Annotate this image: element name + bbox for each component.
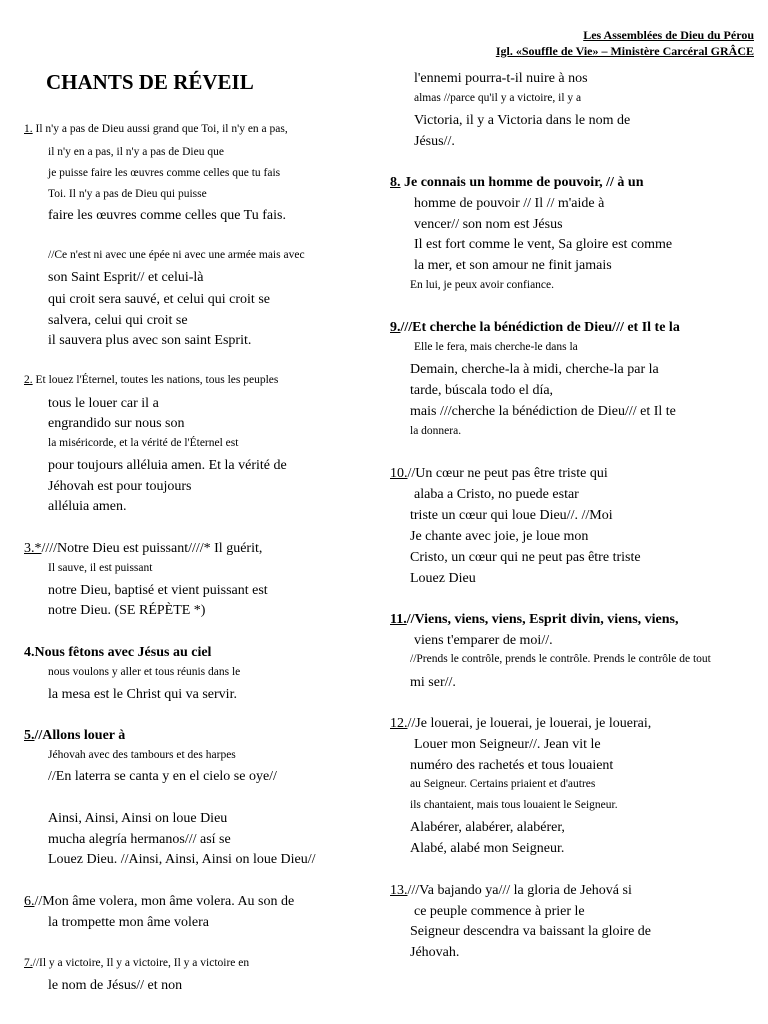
song-number: 7. <box>24 957 33 969</box>
lyric-line: alléluia amen. <box>48 499 127 514</box>
song-heading <box>24 894 294 910</box>
lyric-line: Cristo, un cœur qui ne peut pas être triste <box>410 550 641 565</box>
song-heading <box>24 728 125 744</box>
header-line-1: Les Assemblées de Dieu du Pérou <box>583 28 754 42</box>
lyric-line: ils chantaient, mais tous louaient le Seigneur. <box>410 799 618 811</box>
song-first-line: Et louez l'Éternel, toutes les nations, tous les peuples <box>32 374 279 386</box>
song-number: 2. <box>24 374 33 386</box>
song-number: 6. <box>24 894 35 909</box>
lyric-line: //Ce n'est ni avec une épée ni avec une armée mais avec <box>48 249 305 261</box>
lyric-line: notre Dieu. (SE RÉPÈTE *) <box>48 603 206 618</box>
lyric-line: je puisse faire les œuvres comme celles que tu fais <box>48 167 281 179</box>
lyric-line: ce peuple commence à prier le <box>414 904 585 919</box>
lyric-line: Jéhovah. <box>410 945 460 960</box>
lyric-line: Jéhovah est pour toujours <box>48 479 192 494</box>
song-first-line: //Allons louer à <box>34 728 126 743</box>
song-heading <box>24 541 262 557</box>
song-number: 13. <box>390 883 408 898</box>
song-heading <box>390 612 678 628</box>
song-first-line: ////Notre Dieu est puissant////* Il guérit, <box>41 541 263 556</box>
song-number: 9. <box>390 320 401 335</box>
page-title: CHANTS DE RÉVEIL <box>46 70 254 94</box>
lyric-line: faire les œuvres comme celles que Tu fais. <box>48 208 286 223</box>
song-heading <box>24 123 288 135</box>
lyric-line: qui croit sera sauvé, et celui qui croit se <box>48 292 270 307</box>
song-heading <box>390 320 680 336</box>
lyric-line: mais ///cherche la bénédiction de Dieu/// et Il te <box>410 404 676 419</box>
lyric-line: tarde, búscala todo el día, <box>410 383 554 398</box>
song-heading <box>390 175 643 191</box>
lyric-line: nous voulons y aller et tous réunis dans le <box>48 666 241 678</box>
lyric-line: mi ser//. <box>410 675 456 690</box>
lyric-line: viens t'emparer de moi//. <box>414 633 553 648</box>
song-number: 3.* <box>24 541 42 556</box>
lyric-line: notre Dieu, baptisé et vient puissant est <box>48 583 268 598</box>
lyric-line: la trompette mon âme volera <box>48 915 209 930</box>
song-first-line: ///Va bajando ya/// la gloria de Jehová si <box>407 883 632 898</box>
lyric-line: vencer// son nom est Jésus <box>414 217 563 232</box>
lyric-line: Louer mon Seigneur//. Jean vit le <box>414 737 601 752</box>
lyric-line: Louez Dieu <box>410 571 476 586</box>
song-first-line: //Un cœur ne peut pas être triste qui <box>407 466 608 481</box>
lyric-line: la mesa est le Christ qui va servir. <box>48 687 237 702</box>
lyric-line: il n'y en a pas, il n'y a pas de Dieu que <box>48 146 224 158</box>
song-first-line: Nous fêtons avec Jésus au ciel <box>34 645 212 660</box>
song-heading <box>24 957 249 969</box>
lyric-line: l'ennemi pourra-t-il nuire à nos <box>414 71 588 86</box>
lyric-line: Il sauve, il est puissant <box>48 562 153 574</box>
lyric-line: la donnera. <box>410 425 462 437</box>
song-first-line: //Il y a victoire, Il y a victoire, Il y a victoire en <box>32 957 250 969</box>
lyric-line: almas //parce qu'il y a victoire, il y a <box>414 92 582 104</box>
song-first-line: //Viens, viens, viens, Esprit divin, viens, viens, <box>406 612 679 627</box>
song-first-line: Je connais un homme de pouvoir, // à un <box>400 175 644 190</box>
lyric-line: mucha alegría hermanos/// así se <box>48 832 231 847</box>
lyric-line: Demain, cherche-la à midi, cherche-la par la <box>410 362 659 377</box>
lyric-line: Ainsi, Ainsi, Ainsi on loue Dieu <box>48 811 228 826</box>
song-heading <box>390 716 651 732</box>
lyric-line: homme de pouvoir // Il // m'aide à <box>414 196 605 211</box>
lyric-line: Alabé, alabé mon Seigneur. <box>410 841 565 856</box>
lyric-line: triste un cœur qui loue Dieu//. //Moi <box>410 508 613 523</box>
lyric-line: la miséricorde, et la vérité de l'Éternel est <box>48 437 239 449</box>
lyric-line: au Seigneur. Certains priaient et d'autres <box>410 778 596 790</box>
song-heading <box>390 883 632 899</box>
song-first-line: //Je louerai, je louerai, je louerai, je louerai, <box>407 716 652 731</box>
song-number: 4. <box>24 645 35 660</box>
lyric-line: la mer, et son amour ne finit jamais <box>414 258 612 273</box>
lyric-line: Seigneur descendra va baissant la gloire de <box>410 924 652 939</box>
lyric-line: il sauvera plus avec son saint Esprit. <box>48 333 252 348</box>
lyric-line: Jéhovah avec des tambours et des harpes <box>48 749 236 761</box>
lyric-line: Alabérer, alabérer, alabérer, <box>410 820 565 835</box>
lyric-line: alaba a Cristo, no puede estar <box>414 487 579 502</box>
lyric-line: Il est fort comme le vent, Sa gloire est comme <box>414 237 673 252</box>
song-first-line: Il n'y a pas de Dieu aussi grand que Toi, il n'y en a pas, <box>32 123 288 135</box>
song-heading <box>390 466 608 482</box>
lyric-line: Elle le fera, mais cherche-le dans la <box>414 341 578 353</box>
lyric-line: Jésus//. <box>414 134 455 149</box>
lyric-line: engrandido sur nous son <box>48 416 185 431</box>
lyric-line: pour toujours alléluia amen. Et la vérité de <box>48 458 287 473</box>
lyric-line: numéro des rachetés et tous louaient <box>410 758 614 773</box>
song-heading <box>24 374 278 386</box>
song-first-line: //Mon âme volera, mon âme volera. Au son de <box>34 894 295 909</box>
song-heading <box>24 645 211 661</box>
lyric-line: le nom de Jésus// et non <box>48 978 183 993</box>
song-first-line: ///Et cherche la bénédiction de Dieu/// et Il te la <box>400 320 680 335</box>
lyric-line: tous le louer car il a <box>48 396 159 411</box>
song-number: 11. <box>390 612 407 627</box>
lyric-line: //Prends le contrôle, prends le contrôle. Prends le contrôle de tout <box>410 653 711 665</box>
song-number: 5. <box>24 728 35 743</box>
lyric-line: salvera, celui qui croit se <box>48 313 188 328</box>
song-number: 12. <box>390 716 408 731</box>
lyric-line: //En laterra se canta y en el cielo se oye// <box>48 769 277 784</box>
lyric-line: En lui, je peux avoir confiance. <box>410 279 555 291</box>
song-number: 8. <box>390 175 401 190</box>
lyric-line: Toi. Il n'y a pas de Dieu qui puisse <box>48 188 207 200</box>
lyric-line: Louez Dieu. //Ainsi, Ainsi, Ainsi on loue Dieu// <box>48 852 316 867</box>
lyric-line: Victoria, il y a Victoria dans le nom de <box>414 113 631 128</box>
lyric-line: Je chante avec joie, je loue mon <box>410 529 589 544</box>
song-number: 1. <box>24 123 33 135</box>
song-number: 10. <box>390 466 408 481</box>
header-line-2: Igl. «Souffle de Vie» – Ministère Carcéral GRÂCE <box>495 44 754 58</box>
lyric-line: son Saint Esprit// et celui-là <box>48 270 204 285</box>
